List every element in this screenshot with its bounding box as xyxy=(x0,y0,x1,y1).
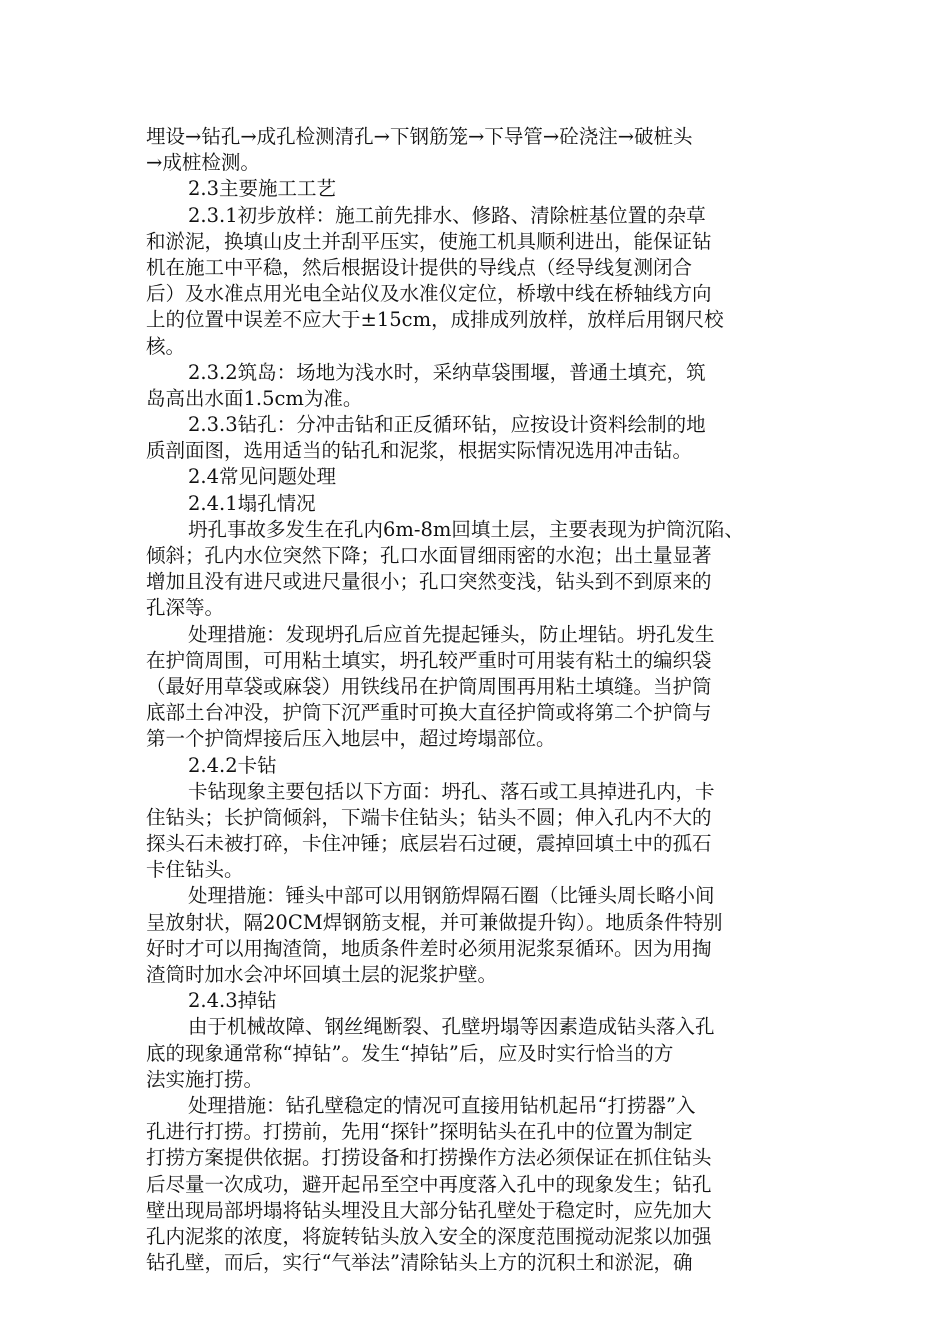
paragraph-line: 打捞方案提供依据。打捞设备和打捞操作方法必须保证在抓住钻头 xyxy=(146,1146,712,1170)
paragraph-first-line: 处理措施：钻孔壁稳定的情况可直接用钻机起吊“打捞器”入 xyxy=(188,1093,696,1117)
paragraph-line: 探头石未被打碎，卡住冲锤；底层岩石过硬，震掉回填土中的孤石 xyxy=(146,832,712,856)
paragraph-line: 底部土台冲没，护筒下沉严重时可换大直径护筒或将第二个护筒与 xyxy=(146,701,712,725)
paragraph-line: 埋设→钻孔→成孔检测清孔→下钢筋笼→下导管→砼浇注→破桩头 xyxy=(146,125,693,148)
paragraph-line: 孔内泥浆的浓度，将旋转钻头放入安全的深度范围搅动泥浆以加强 xyxy=(146,1224,712,1248)
paragraph-first-line: 2.3.1初步放样：施工前先排水、修路、清除桩基位置的杂草 xyxy=(188,203,706,227)
paragraph-line: 倾斜；孔内水位突然下降；孔口水面冒细雨密的水泡；出土量显著 xyxy=(146,544,712,567)
paragraph-line: 呈放射状，隔20CM焊钢筋支棍，并可兼做提升钩）。地质条件特别 xyxy=(146,910,723,934)
paragraph-first-line: 卡钻现象主要包括以下方面：坍孔、落石或工具掉进孔内，卡 xyxy=(188,779,715,803)
paragraph-line: 钻孔壁，而后，实行“气举法”清除钻头上方的沉积土和淤泥，确 xyxy=(146,1251,693,1275)
paragraph-line: 核。 xyxy=(146,334,186,358)
paragraph-first-line: 2.4.2卡钻 xyxy=(188,753,277,777)
paragraph-first-line: 2.4.1塌孔情况 xyxy=(188,491,316,515)
paragraph-line: 机在施工中平稳，然后根据设计提供的导线点（经导线复测闭合 xyxy=(146,255,693,279)
paragraph-line: →成桩检测。 xyxy=(146,151,260,175)
paragraph-first-line: 2.4.3掉钻 xyxy=(188,989,277,1013)
paragraph-first-line: 处理措施：锤头中部可以用钢筋焊隔石圈（比锤头周长略小间 xyxy=(188,884,715,908)
paragraph-line: 在护筒周围，可用粘土填实，坍孔较严重时可用装有粘土的编织袋 xyxy=(146,648,712,672)
document-body xyxy=(146,124,806,1276)
paragraph-line: 第一个护筒焊接后压入地层中，超过垮塌部位。 xyxy=(146,727,556,751)
paragraph-line: 卡住钻头。 xyxy=(146,858,244,882)
paragraph-first-line: 由于机械故障、钢丝绳断裂、孔壁坍塌等因素造成钻头落入孔 xyxy=(188,1015,715,1039)
paragraph-line: 渣筒时加水会冲坏回填土层的泥浆护壁。 xyxy=(146,963,498,986)
paragraph-line: 岛高出水面1.5cm为准。 xyxy=(146,386,363,410)
paragraph-first-line: 处理措施：发现坍孔后应首先提起锤头，防止埋钻。坍孔发生 xyxy=(188,622,715,646)
paragraph-line: 好时才可以用掏渣筒，地质条件差时必须用泥浆泵循环。因为用掏 xyxy=(146,936,712,960)
paragraph-line: 底的现象通常称“掉钻”。发生“掉钻”后，应及时实行恰当的方 xyxy=(146,1041,674,1065)
paragraph-line: 后尽量一次成功，避开起吊至空中再度落入孔中的现象发生；钻孔 xyxy=(146,1172,712,1196)
paragraph-line: （最好用草袋或麻袋）用铁线吊在护筒周围再用粘土填缝。当护筒 xyxy=(146,674,712,698)
paragraph-first-line: 2.3.3钻孔：分冲击钻和正反循环钻，应按设计资料绘制的地 xyxy=(188,413,706,437)
paragraph-line: 孔深等。 xyxy=(146,596,225,620)
paragraph-line: 住钻头；长护筒倾斜，下端卡住钻头；钻头不圆；伸入孔内不大的 xyxy=(146,805,712,829)
paragraph-line: 壁出现局部坍塌将钻头埋没且大部分钻孔壁处于稳定时，应先加大 xyxy=(146,1198,712,1222)
paragraph-line: 法实施打捞。 xyxy=(146,1067,264,1091)
paragraph-first-line: 2.3.2筑岛：场地为浅水时，采纳草袋围堰，普通土填充，筑 xyxy=(188,360,706,384)
paragraph-first-line: 坍孔事故多发生在孔内6m-8m回填土层，主要表现为护筒沉陷、 xyxy=(188,517,744,541)
paragraph-line: 后）及水准点用光电全站仪及水准仪定位，桥墩中线在桥轴线方向 xyxy=(146,282,712,306)
paragraph-first-line: 2.3主要施工工艺 xyxy=(188,177,337,201)
paragraph-line: 孔进行打捞。打捞前，先用“探针”探明钻头在孔中的位置为制定 xyxy=(146,1120,693,1144)
paragraph-line: 增加且没有进尺或进尺量很小；孔口突然变浅，钻头到不到原来的 xyxy=(146,570,712,594)
paragraph-line: 质剖面图，选用适当的钻孔和泥浆，根据实际情况选用冲击钻。 xyxy=(146,439,693,463)
paragraph-first-line: 2.4常见问题处理 xyxy=(188,465,337,489)
paragraph-line: 和淤泥，换填山皮土并刮平压实，使施工机具顺利进出，能保证钻 xyxy=(146,229,712,253)
paragraph-line: 上的位置中误差不应大于±15cm，成排成列放样，放样后用钢尺校 xyxy=(146,308,724,332)
